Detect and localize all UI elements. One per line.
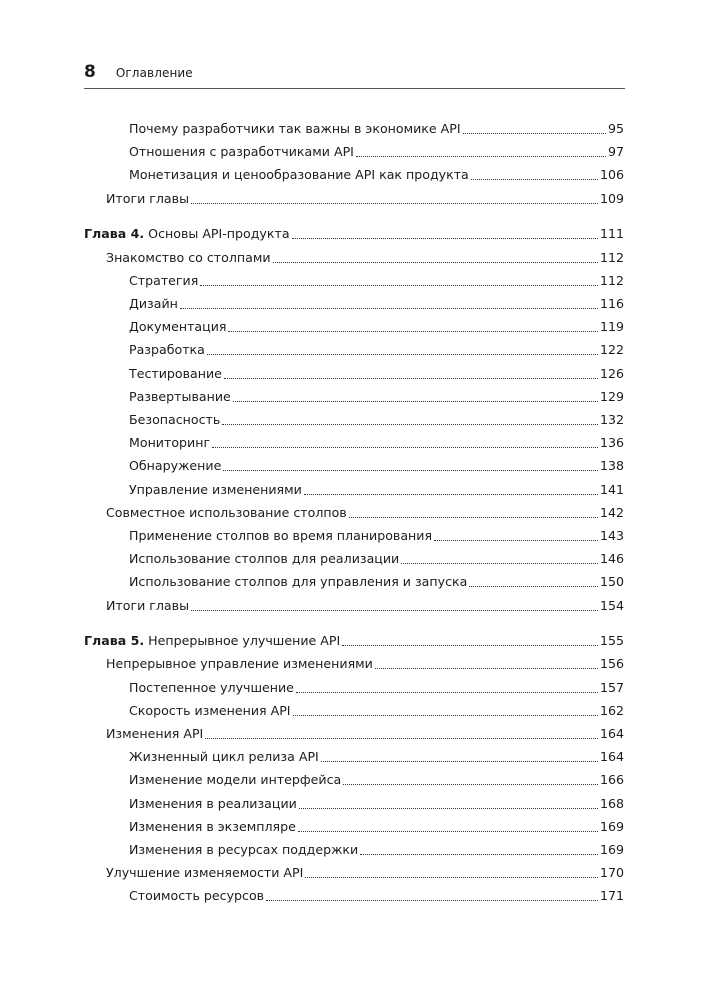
dot-leader	[471, 179, 598, 180]
toc-entry-title	[129, 703, 291, 719]
dot-leader	[205, 738, 598, 739]
toc-entry	[129, 338, 624, 358]
toc-entry-title	[84, 633, 340, 649]
toc-entry-page: 112	[599, 272, 624, 288]
toc-entry-title	[129, 342, 205, 358]
dot-leader	[222, 424, 598, 425]
toc-entry-text: Монетизация и ценообразование API как продукта	[129, 167, 469, 183]
toc-entry-page: 155	[599, 633, 624, 649]
toc-entry-text: Знакомство со столпами	[106, 249, 271, 265]
toc-entry-title	[129, 273, 198, 289]
toc-entry-title	[129, 412, 220, 428]
toc-entry-page: 146	[599, 551, 624, 567]
toc-entry	[129, 140, 624, 160]
toc-entry-text: Изменения API	[106, 726, 204, 741]
toc-entry-text: Развертывание	[129, 388, 231, 404]
toc-entry-page: 141	[599, 481, 624, 497]
dot-leader	[233, 401, 598, 402]
toc-entry-page: 164	[599, 749, 624, 765]
toc-entry	[129, 292, 624, 312]
toc-entry-text: Использование столпов для реализации	[129, 551, 400, 567]
toc-entry-page: 129	[599, 388, 624, 404]
toc-entry-page: 168	[599, 795, 624, 811]
toc-entry-page: 166	[599, 772, 624, 788]
toc-entry-page: 143	[599, 527, 624, 543]
toc-entry-page: 111	[599, 226, 624, 242]
dot-leader	[273, 262, 598, 263]
dot-leader	[463, 133, 606, 134]
toc-entry	[129, 547, 624, 567]
toc-entry-page: 142	[599, 504, 624, 520]
dot-leader	[304, 494, 598, 495]
dot-leader	[200, 285, 598, 286]
toc-entry	[106, 501, 624, 521]
toc-entry	[129, 570, 624, 590]
dot-leader	[321, 761, 598, 762]
toc-entry	[129, 745, 624, 765]
dot-leader	[349, 517, 598, 518]
toc-entry-page: 112	[599, 249, 624, 265]
toc-entry	[129, 768, 624, 788]
toc-entry-title	[129, 144, 354, 160]
dot-leader	[191, 203, 598, 204]
toc-entry	[129, 362, 624, 382]
toc-entry-title	[129, 749, 319, 765]
toc-entry	[106, 722, 624, 742]
toc-entry	[129, 385, 624, 405]
toc-entry-title	[129, 121, 461, 137]
toc-entry-title	[129, 319, 226, 335]
toc-entry	[129, 454, 624, 474]
toc-entry-text: Постепенное улучшение	[129, 679, 294, 695]
toc-entry-title	[129, 458, 221, 474]
dot-leader	[305, 877, 598, 878]
toc-entry-title	[129, 819, 296, 835]
toc-entry	[129, 431, 624, 451]
toc-entry-title	[106, 505, 347, 521]
toc-entry-text: Итоги главы	[106, 190, 190, 206]
toc-entry-title	[129, 389, 231, 405]
toc-entry-page: 132	[599, 411, 624, 427]
toc-entry-title	[129, 482, 302, 498]
chapter-number: Глава 4.	[84, 226, 145, 242]
toc-entry-page: 169	[599, 842, 624, 857]
toc-entry-page: 162	[599, 702, 624, 718]
toc-entry-text: Итоги главы	[106, 597, 190, 613]
page-number: 8	[84, 62, 96, 82]
toc-entry	[129, 408, 624, 428]
toc-entry-title	[129, 842, 358, 858]
dot-leader	[343, 784, 598, 785]
toc-entry-text: Изменения в реализации	[129, 795, 297, 811]
toc-entry-page: 156	[599, 656, 624, 672]
toc-entry-title	[129, 528, 432, 544]
toc-entry-page: 136	[599, 435, 624, 451]
toc-entry-text: Дизайн	[129, 295, 178, 311]
toc-entry-text: Основы API-продукта	[148, 226, 290, 242]
toc-entry-text: Использование столпов для управления и запуска	[129, 574, 468, 590]
toc-entry-page: 122	[599, 342, 624, 358]
toc-chapter-entry	[84, 629, 624, 649]
toc-entry	[129, 478, 624, 498]
toc-entry-page: 157	[599, 679, 624, 695]
dot-leader	[298, 831, 598, 832]
toc-entry-text: Мониторинг	[129, 435, 211, 451]
toc-entry-text: Непрерывное улучшение API	[148, 633, 341, 649]
toc-entry-title	[84, 226, 290, 242]
toc-entry	[129, 884, 624, 904]
dot-leader	[434, 540, 598, 541]
toc-entry-title	[129, 551, 399, 567]
toc-entry-title	[129, 772, 341, 788]
toc-entry-text: Управление изменениями	[129, 481, 302, 497]
toc-entry-page: 169	[599, 818, 624, 834]
toc-entry	[129, 815, 624, 835]
toc-entry	[106, 594, 624, 614]
toc-entry-title	[129, 435, 210, 451]
toc-entry-page: 154	[599, 597, 624, 613]
toc-entry	[129, 117, 624, 137]
toc-entry	[129, 524, 624, 544]
dot-leader	[212, 447, 598, 448]
toc-entry-title	[129, 888, 264, 904]
toc-entry-title	[106, 191, 189, 207]
toc-entry	[106, 861, 624, 881]
dot-leader	[375, 668, 598, 669]
chapter-number: Глава 5.	[84, 633, 145, 649]
toc-entry-title	[129, 680, 294, 696]
toc-entry-text: Изменения в экземпляре	[129, 818, 296, 834]
toc-entry	[129, 699, 624, 719]
toc-entry-title	[129, 366, 222, 382]
toc-entry-text: Стоимость ресурсов	[129, 888, 265, 904]
toc-entry-title	[106, 656, 373, 672]
toc-entry	[129, 838, 624, 858]
toc-entry	[129, 315, 624, 335]
toc-entry-page: 170	[599, 865, 624, 881]
toc-entry-text: Отношения с разработчиками API	[129, 144, 354, 160]
dot-leader	[180, 308, 598, 309]
dot-leader	[293, 715, 598, 716]
toc-entry-page: 97	[607, 144, 624, 160]
toc-entry-text: Скорость изменения API	[129, 702, 291, 718]
toc-entry-text: Непрерывное управление изменениями	[106, 656, 373, 672]
running-header-title: Оглавление	[115, 66, 193, 80]
dot-leader	[469, 586, 598, 587]
toc-entry	[129, 269, 624, 289]
toc-entry	[106, 652, 624, 672]
toc-entry-page: 116	[599, 295, 624, 311]
toc-entry-page: 164	[599, 726, 624, 741]
toc-entry-page: 106	[599, 167, 624, 183]
toc-entry	[129, 163, 624, 183]
dot-leader	[224, 378, 598, 379]
dot-leader	[191, 610, 598, 611]
toc-entry-page: 109	[599, 190, 624, 206]
toc-entry-text: Разработка	[129, 342, 205, 358]
dot-leader	[223, 470, 598, 471]
toc-entry-text: Почему разработчики так важны в экономике API	[129, 121, 461, 136]
toc-entry-title	[129, 796, 297, 812]
toc-entry-text: Применение столпов во время планирования	[129, 527, 433, 543]
toc-entry-text: Стратегия	[129, 272, 199, 288]
toc-entry-page: 95	[607, 121, 624, 136]
toc-entry-title	[129, 296, 178, 312]
dot-leader	[296, 692, 598, 693]
toc-entry-title	[106, 250, 271, 266]
dot-leader	[299, 808, 598, 809]
dot-leader	[360, 854, 598, 855]
dot-leader	[356, 156, 606, 157]
dot-leader	[266, 900, 598, 901]
toc-entry-page: 138	[599, 458, 624, 474]
toc-entry-title	[129, 167, 469, 183]
toc-entry-text: Изменение модели интерфейса	[129, 772, 342, 788]
toc-entry	[129, 792, 624, 812]
dot-leader	[342, 645, 598, 646]
toc-entry-page: 171	[599, 888, 624, 904]
toc-entry-text: Документация	[129, 319, 227, 335]
toc-entry-text: Совместное использование столпов	[106, 504, 347, 520]
toc-entry-text: Изменения в ресурсах поддержки	[129, 842, 359, 857]
toc-entry-title	[129, 574, 467, 590]
dot-leader	[207, 354, 598, 355]
dot-leader	[228, 331, 597, 332]
toc-entry-text: Улучшение изменяемости API	[106, 865, 304, 881]
toc-entry-text: Безопасность	[129, 411, 221, 427]
toc-entry	[106, 246, 624, 266]
toc-entry-title	[106, 726, 203, 742]
toc-entry-page: 119	[599, 319, 624, 335]
toc-entry	[106, 187, 624, 207]
toc-entry-text: Обнаружение	[129, 458, 222, 474]
toc-entry-title	[106, 598, 189, 614]
toc-chapter-entry	[84, 222, 624, 242]
toc-entry	[129, 676, 624, 696]
dot-leader	[292, 238, 598, 239]
toc-entry-text: Жизненный цикл релиза API	[129, 749, 319, 765]
dot-leader	[401, 563, 598, 564]
toc-entry-page: 150	[599, 574, 624, 590]
toc-entry-text: Тестирование	[129, 365, 222, 381]
toc-entry-title	[106, 865, 303, 881]
toc-entry-page: 126	[599, 365, 624, 381]
